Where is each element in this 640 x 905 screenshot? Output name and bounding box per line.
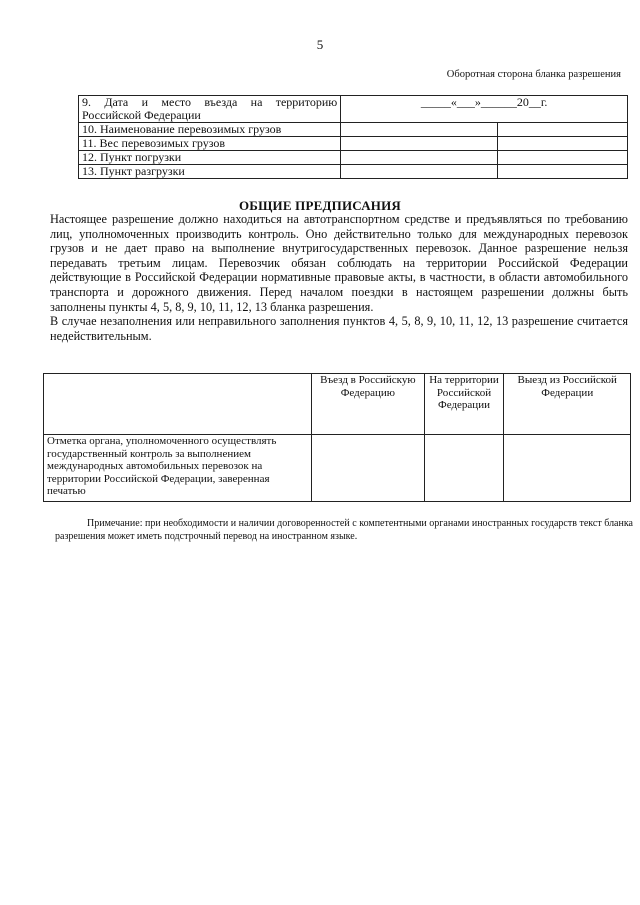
- field-9-label: [79, 96, 341, 123]
- field-12-label: 12. Пункт погрузки: [79, 151, 341, 165]
- col-exit-header: Выезд из Российской Федерации: [504, 374, 631, 435]
- marks-header-empty: [44, 374, 312, 435]
- field-9-label-line2: Российской Федерации: [82, 108, 201, 122]
- mark-exit-cell[interactable]: [504, 435, 631, 502]
- field-row-11: [79, 137, 628, 151]
- field-10-value-2[interactable]: [498, 123, 628, 137]
- form-side-caption: Оборотная сторона бланка разрешения: [446, 69, 621, 80]
- field-12-value-2[interactable]: [498, 151, 628, 165]
- field-row-13: [79, 165, 628, 179]
- entry-date-field[interactable]: _____«___»______20__г.: [341, 96, 628, 123]
- general-provisions-text: [50, 212, 628, 343]
- field-row-12: [79, 151, 628, 165]
- mark-entry-cell[interactable]: [312, 435, 424, 502]
- marks-row-label: Отметка органа, уполномоченного осуществлять государственный контроль за выполнением международных автомобильных перевозок на территории Российской Федерации, заверенная печатью: [44, 435, 312, 502]
- field-row-10: [79, 123, 628, 137]
- provisions-paragraph-1: Настоящее разрешение должно находиться на автотранспортном средстве и предъявляться по требованию лиц, уполномоченных производить контроль. Оно действительно только для международных перевозок грузов и не дает право на выполнение внутригосударственных перевозок. Данное разрешение нельзя передавать третьим лицам. Перевозчик обязан соблюдать на территории Российской Федерации действующие в Российской Федерации нормативные правовые акты, в частности, в области автомобильного транспорта и дорожного движения. Перед началом поездки в настоящем разрешении должны быть заполнены пункты 4, 5, 8, 9, 10, 11, 12, 13 бланка разрешения.: [50, 212, 628, 314]
- field-row-9: [79, 96, 628, 123]
- field-11-value-1[interactable]: [341, 137, 498, 151]
- marks-row: [44, 435, 631, 502]
- mark-on-territory-cell[interactable]: [424, 435, 504, 502]
- translation-note: Примечание: при необходимости и наличии договоренностей с компетентными органами иностранных государств текст бланка разрешения может иметь подстрочный перевод на иностранном языке.: [55, 518, 633, 542]
- field-9-label-line1: 9. Дата и место въезда на территорию: [82, 95, 338, 109]
- field-10-label: 10. Наименование перевозимых грузов: [79, 123, 341, 137]
- field-13-value-1[interactable]: [341, 165, 498, 179]
- field-11-label: 11. Вес перевозимых грузов: [79, 137, 341, 151]
- field-10-value-1[interactable]: [341, 123, 498, 137]
- field-13-value-2[interactable]: [498, 165, 628, 179]
- permit-fields-table: [78, 95, 628, 179]
- control-marks-table: [43, 373, 631, 502]
- col-entry-header: Въезд в Российскую Федерацию: [312, 374, 424, 435]
- general-provisions-heading: ОБЩИЕ ПРЕДПИСАНИЯ: [238, 198, 402, 213]
- provisions-paragraph-2: В случае незаполнения или неправильного заполнения пунктов 4, 5, 8, 9, 10, 11, 12, 13 разрешение считается недействительным.: [50, 314, 628, 343]
- marks-header-row: [44, 374, 631, 435]
- field-12-value-1[interactable]: [341, 151, 498, 165]
- field-11-value-2[interactable]: [498, 137, 628, 151]
- field-13-label: 13. Пункт разгрузки: [79, 165, 341, 179]
- page-number: 5: [316, 37, 324, 52]
- col-on-territory-header: На территории Российской Федерации: [424, 374, 504, 435]
